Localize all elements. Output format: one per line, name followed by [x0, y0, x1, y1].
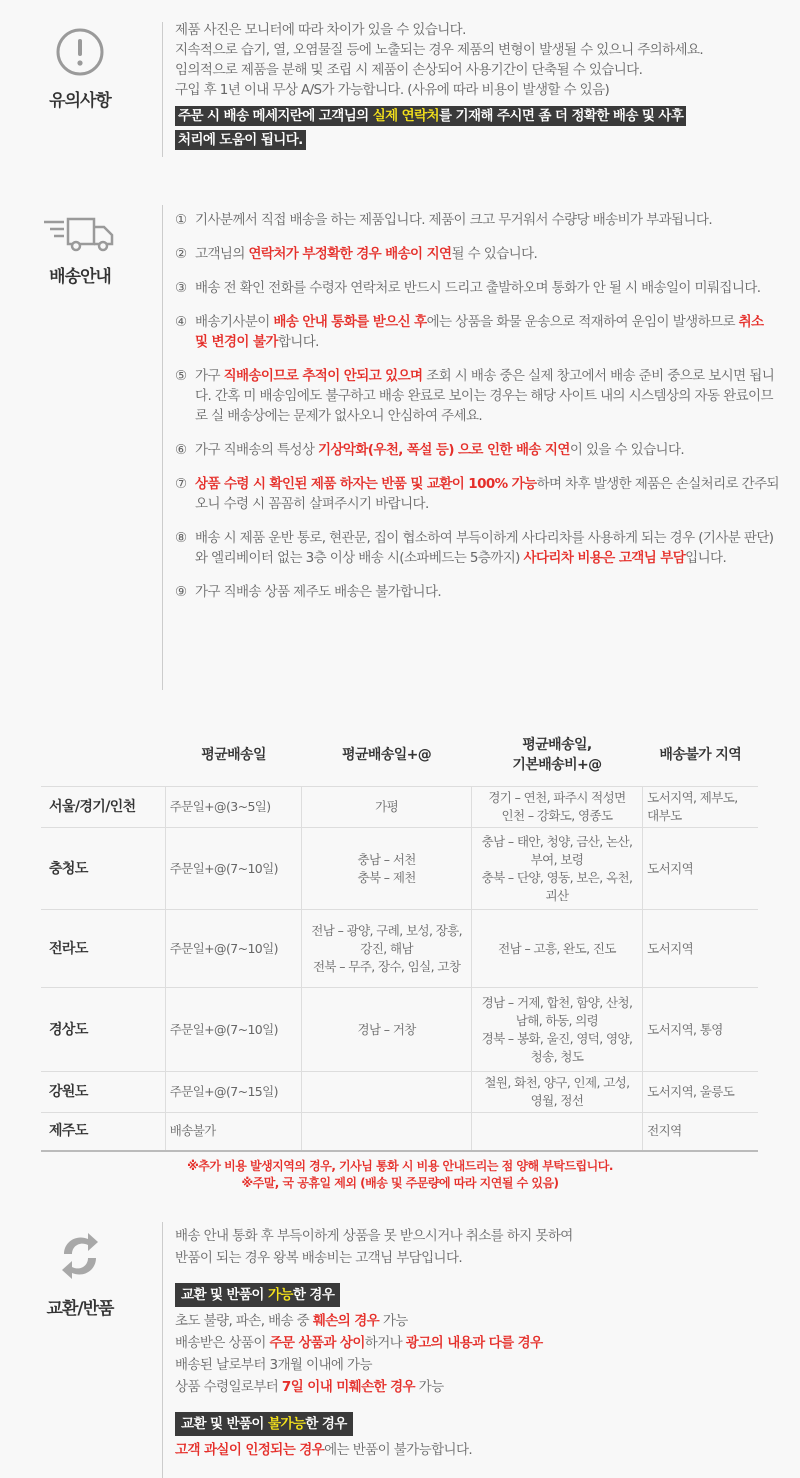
table-row: [41, 1113, 758, 1151]
body-text: 에는 반품이 불가능합니다.: [324, 1442, 473, 1458]
body-text: 배송받은 상품이: [175, 1335, 270, 1351]
table-cell: 도서지역: [643, 910, 758, 988]
divider: [162, 205, 163, 690]
exchange-body: [175, 1225, 780, 1461]
item-number: ②: [175, 246, 187, 262]
heading-text: 교환 및 반품이: [181, 1416, 268, 1432]
divider: [162, 22, 163, 157]
table-header-row: [41, 722, 758, 787]
table-cell: 주문일+@(7~10일): [165, 988, 302, 1072]
region-cell: 서울/경기/인천: [41, 787, 165, 828]
exchange-intro-2: 반품이 되는 경우 왕복 배송비는 고객님 부담입니다.: [175, 1250, 463, 1266]
impossible-item: [175, 1439, 780, 1461]
body-text: 가능: [379, 1313, 408, 1329]
body-text: 가구: [195, 368, 224, 384]
region-cell: 강원도: [41, 1072, 165, 1113]
item-text: [195, 474, 780, 514]
region-cell: 전라도: [41, 910, 165, 988]
impossible-heading: [175, 1412, 780, 1436]
body-text: 하며 차후 발생한 제품은 손실처리로 간주되오니 수령 시 꼼꼼히 살펴주시기 바랍니다.: [195, 476, 779, 512]
emphasis-text: 7일 이내 미훼손한 경우: [281, 1379, 415, 1395]
table-row: [41, 1072, 758, 1113]
item-number: ①: [175, 212, 187, 228]
item-text: [195, 210, 780, 230]
table-cell: 전지역: [643, 1113, 758, 1151]
table-cell: 주문일+@(7~10일): [165, 828, 302, 910]
exchange-intro-1: 배송 안내 통화 후 부득이하게 상품을 못 받으시거나 취소를 하지 못하여: [175, 1228, 573, 1244]
table-cell: [471, 1113, 642, 1151]
item-number: ⑧: [175, 530, 187, 546]
table-header-cell: 배송불가 지역: [659, 747, 742, 763]
note-surcharge: ※추가 비용 발생지역의 경우, 기사님 통화 시 비용 안내드리는 점 양해 부탁드립니다.: [187, 1159, 613, 1173]
body-text: 배송 시 제품 운반 통로, 현관문, 집이 협소하여 부득이하게 사다리차를 사용하게 되는 경우 (기사분 판단)와 엘리베이터 없는 3층 이상 배송 시(소파베드는 5층까지): [195, 530, 774, 566]
heading-emphasis: 가능: [267, 1287, 293, 1303]
emphasis-text: 기상악화(우천, 폭설 등) 으로 인한 배송 지연: [318, 442, 570, 458]
body-text: 가구 직배송의 특성상: [195, 442, 319, 458]
caution-highlight: [175, 104, 780, 152]
possible-item: [175, 1354, 780, 1376]
caution-line: 지속적으로 습기, 열, 오염물질 등에 노출되는 경우 제품의 변형이 발생될 수 있으니 주의하세요.: [175, 42, 704, 58]
highlight-text: 를 기재해 주시면 좀 더 정확한 배송 및 사후: [439, 108, 684, 124]
caution-line: 임의적으로 제품을 분해 및 조립 시 제품이 손상되어 사용기간이 단축될 수 있습니다.: [175, 62, 643, 78]
emphasis-text: 고객 과실이 인정되는 경우: [175, 1442, 325, 1458]
emphasis-text: 광고의 내용과 다를 경우: [405, 1335, 543, 1351]
shipping-table: [41, 722, 758, 1152]
body-text: 배송 전 확인 전화를 수령자 연락처로 반드시 드리고 출발하오며 통화가 안 될 시 배송일이 미뤄집니다.: [195, 280, 761, 296]
delivery-item: [175, 366, 780, 426]
delivery-item: [175, 244, 780, 264]
delivery-list: [175, 210, 780, 616]
body-text: 상품 수령일로부터: [175, 1379, 282, 1395]
region-cell: 충청도: [41, 828, 165, 910]
possible-item: [175, 1332, 780, 1354]
table-cell: 충남 – 서천 충북 – 제천: [302, 828, 471, 910]
item-text: [195, 244, 780, 264]
impossible-list: [175, 1439, 780, 1461]
emphasis-text: 취소 및 변경이 불가: [195, 314, 764, 350]
region-cell: 경상도: [41, 988, 165, 1072]
exclamation-circle-icon: [54, 26, 106, 78]
divider: [162, 1222, 163, 1478]
delivery-item: [175, 582, 780, 602]
caution-side: [0, 26, 160, 111]
table-cell: 전남 – 고흥, 완도, 진도: [471, 910, 642, 988]
table-cell: 전남 – 광양, 구례, 보성, 장흥, 강진, 해남 전북 – 무주, 장수, 임실, 고창: [302, 910, 471, 988]
delivery-item: [175, 528, 780, 568]
delivery-title: 배송안내: [49, 267, 111, 287]
table-header-cell: 평균배송일, 기본배송비+@: [512, 737, 602, 773]
possible-item: [175, 1310, 780, 1332]
caution-line: 구입 후 1년 이내 무상 A/S가 가능합니다. (사유에 따라 비용이 발생할 수 있음): [175, 82, 610, 98]
caution-line: 제품 사진은 모니터에 따라 차이가 있을 수 있습니다.: [175, 22, 466, 38]
body-text: 초도 불량, 파손, 배송 중: [175, 1313, 313, 1329]
table-header-cell: 평균배송일+@: [342, 747, 432, 763]
delivery-item: [175, 278, 780, 298]
table-cell: 도서지역, 제부도, 대부도: [643, 787, 758, 828]
delivery-item: [175, 312, 780, 352]
emphasis-text: 주문 상품과 상이: [269, 1335, 365, 1351]
region-cell: 제주도: [41, 1113, 165, 1151]
item-text: [195, 582, 780, 602]
table-cell: [302, 1072, 471, 1113]
emphasis-text: 배송 안내 통화를 받으신 후: [273, 314, 427, 330]
highlight-emphasis: 실제 연락처: [372, 108, 439, 124]
exchange-title: 교환/반품: [46, 1299, 114, 1319]
refresh-arrows-icon: [54, 1228, 106, 1284]
body-text: 가구 직배송 상품 제주도 배송은 불가합니다.: [195, 584, 442, 600]
table-cell: 경기 – 연천, 파주시 적성면 인천 – 강화도, 영종도: [471, 787, 642, 828]
body-text: 가능: [414, 1379, 444, 1395]
body-text: 하거나: [364, 1335, 406, 1351]
highlight-text: 주문 시 배송 메세지란에 고객님의: [178, 108, 373, 124]
heading-text: 한 경우: [292, 1287, 335, 1303]
delivery-side: [0, 214, 160, 287]
table-cell: 충남 – 태안, 청양, 금산, 논산, 부여, 보령 충북 – 단양, 영동, 보은, 옥천, 괴산: [471, 828, 642, 910]
body-text: 배송된 날로부터 3개월 이내에 가능: [175, 1357, 372, 1373]
note-holiday: ※주말, 국 공휴일 제외 (배송 및 주문량에 따라 지연될 수 있음): [241, 1176, 559, 1190]
emphasis-text: 훼손의 경우: [312, 1313, 380, 1329]
table-cell: 주문일+@(7~10일): [165, 910, 302, 988]
body-text: 고객님의: [195, 246, 249, 262]
heading-emphasis: 불가능: [267, 1416, 306, 1432]
emphasis-text: 직배송이므로 추적이 안되고 있으며: [223, 368, 423, 384]
item-text: [195, 440, 780, 460]
table-cell: 배송불가: [165, 1113, 302, 1151]
heading-text: 교환 및 반품이: [181, 1287, 268, 1303]
caution-title: 유의사항: [49, 91, 111, 111]
table-cell: 도서지역: [643, 828, 758, 910]
possible-item: [175, 1376, 780, 1398]
table-cell: 도서지역, 울릉도: [643, 1072, 758, 1113]
body-text: 입니다.: [685, 550, 727, 566]
table-cell: 가평: [302, 787, 471, 828]
table-cell: 경남 – 거제, 합천, 함양, 산청, 남해, 하동, 의령 경북 – 봉화, 울진, 영덕, 영양, 청송, 청도: [471, 988, 642, 1072]
caution-lines: [175, 20, 780, 100]
item-number: ③: [175, 280, 187, 296]
item-number: ⑦: [175, 476, 187, 492]
item-number: ⑨: [175, 584, 187, 600]
emphasis-text: 사다리차 비용은 고객님 부담: [523, 550, 686, 566]
delivery-item: [175, 440, 780, 460]
caution-body: [175, 20, 780, 152]
item-text: [195, 312, 780, 352]
table-cell: 경남 – 거창: [302, 988, 471, 1072]
table-cell: 주문일+@(7~15일): [165, 1072, 302, 1113]
body-text: 에는 상품을 화물 운송으로 적재하여 운임이 발생하므로: [426, 314, 739, 330]
item-text: [195, 528, 780, 568]
emphasis-text: 상품 수령 시 확인된 제품 하자는 반품 및 교환이 100% 가능: [195, 476, 537, 492]
body-text: 될 수 있습니다.: [451, 246, 538, 262]
heading-text: 한 경우: [305, 1416, 347, 1432]
table-cell: 주문일+@(3~5일): [165, 787, 302, 828]
item-number: ⑤: [175, 368, 187, 384]
delivery-item: [175, 474, 780, 514]
table-row: [41, 910, 758, 988]
table-row: [41, 988, 758, 1072]
item-number: ⑥: [175, 442, 187, 458]
body-text: 이 있을 수 있습니다.: [569, 442, 685, 458]
table-cell: 철원, 화천, 양구, 인제, 고성, 영월, 정선: [471, 1072, 642, 1113]
table-header-cell: [41, 722, 165, 787]
item-text: [195, 278, 780, 298]
body-text: 배송기사분이: [195, 314, 274, 330]
exchange-side: [0, 1228, 160, 1319]
possible-heading: [175, 1283, 780, 1307]
table-notes: [0, 1158, 800, 1192]
table-row: [41, 787, 758, 828]
body-text: 조회 시 배송 중은 실제 창고에서 배송 준비 중으로 보시면 됩니다. 간혹 미 배송임에도 불구하고 배송 완료로 보이는 경우는 해당 사이트 내의 시스템상의 자동 완료이므로 실 배송상에는 문제가 없사오니 안심하여 주세요.: [195, 368, 775, 424]
body-text: 합니다.: [277, 334, 319, 350]
table-header-cell: 평균배송일: [201, 747, 266, 763]
table-row: [41, 828, 758, 910]
item-number: ④: [175, 314, 187, 330]
emphasis-text: 연락처가 부정확한 경우 배송이 지연: [248, 246, 452, 262]
truck-icon: [40, 214, 120, 254]
highlight-text: 처리에 도움이 됩니다.: [175, 130, 306, 150]
delivery-item: [175, 210, 780, 230]
body-text: 기사분께서 직접 배송을 하는 제품입니다. 제품이 크고 무거워서 수량당 배송비가 부과됩니다.: [195, 212, 713, 228]
item-text: [195, 366, 780, 426]
possible-list: [175, 1310, 780, 1398]
table-cell: [302, 1113, 471, 1151]
table-cell: 도서지역, 통영: [643, 988, 758, 1072]
